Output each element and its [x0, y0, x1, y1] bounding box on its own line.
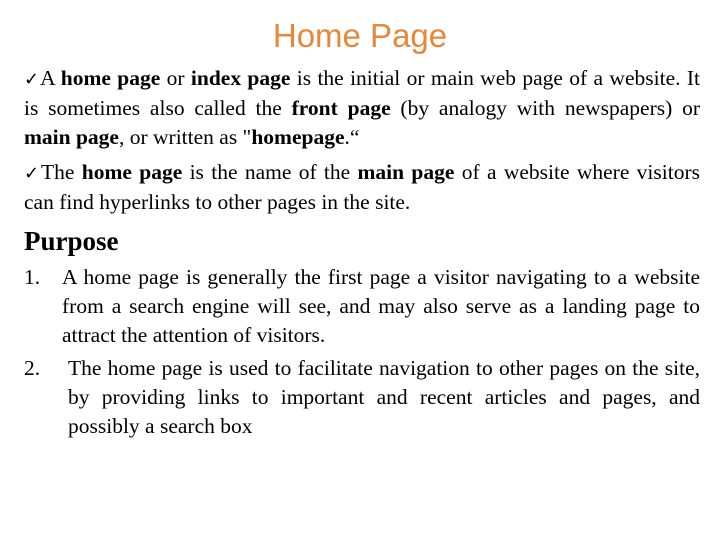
check-icon: ✓ [24, 69, 41, 90]
bullet-main-page [24, 158, 700, 217]
bold-term: home page [81, 160, 183, 184]
purpose-heading: Purpose [24, 226, 119, 256]
bold-term: index page [190, 66, 291, 90]
text-segment: of a website where visitors can find hyperlinks to other pages in the site. [24, 160, 700, 214]
text-segment: The [41, 160, 82, 184]
item-text: The home page is used to facilitate navigation to other pages on the site, by providing links to important and recent articles and pages, and possibly a search box [68, 356, 700, 438]
bullet-definition [24, 64, 700, 152]
text-segment: , or written as " [118, 125, 252, 149]
bold-term: front page [291, 96, 391, 120]
item-number: 1. [24, 265, 41, 289]
slide-title: Home Page [272, 17, 448, 54]
bold-term: homepage [251, 125, 345, 149]
text-segment: is the initial or main web page of a website. It is sometimes also called the [24, 66, 700, 120]
text-segment: A [40, 66, 61, 90]
text-segment: or [160, 66, 191, 90]
text-segment: .“ [344, 125, 360, 149]
purpose-item [24, 263, 700, 350]
slide-content [24, 64, 700, 445]
item-number: 2. [24, 356, 41, 380]
text-segment: (by analogy with newspapers) or [390, 96, 700, 120]
bold-term: main page [24, 125, 119, 149]
text-segment: is the name of the [182, 160, 358, 184]
item-text: A home page is generally the first page a visitor navigating to a website from a search engine will see, and may also serve as a landing page to attract the attention of visitors. [62, 265, 700, 347]
bold-term: main page [357, 160, 455, 184]
purpose-item [24, 354, 700, 441]
check-icon: ✓ [24, 163, 42, 184]
bold-term: home page [60, 66, 161, 90]
